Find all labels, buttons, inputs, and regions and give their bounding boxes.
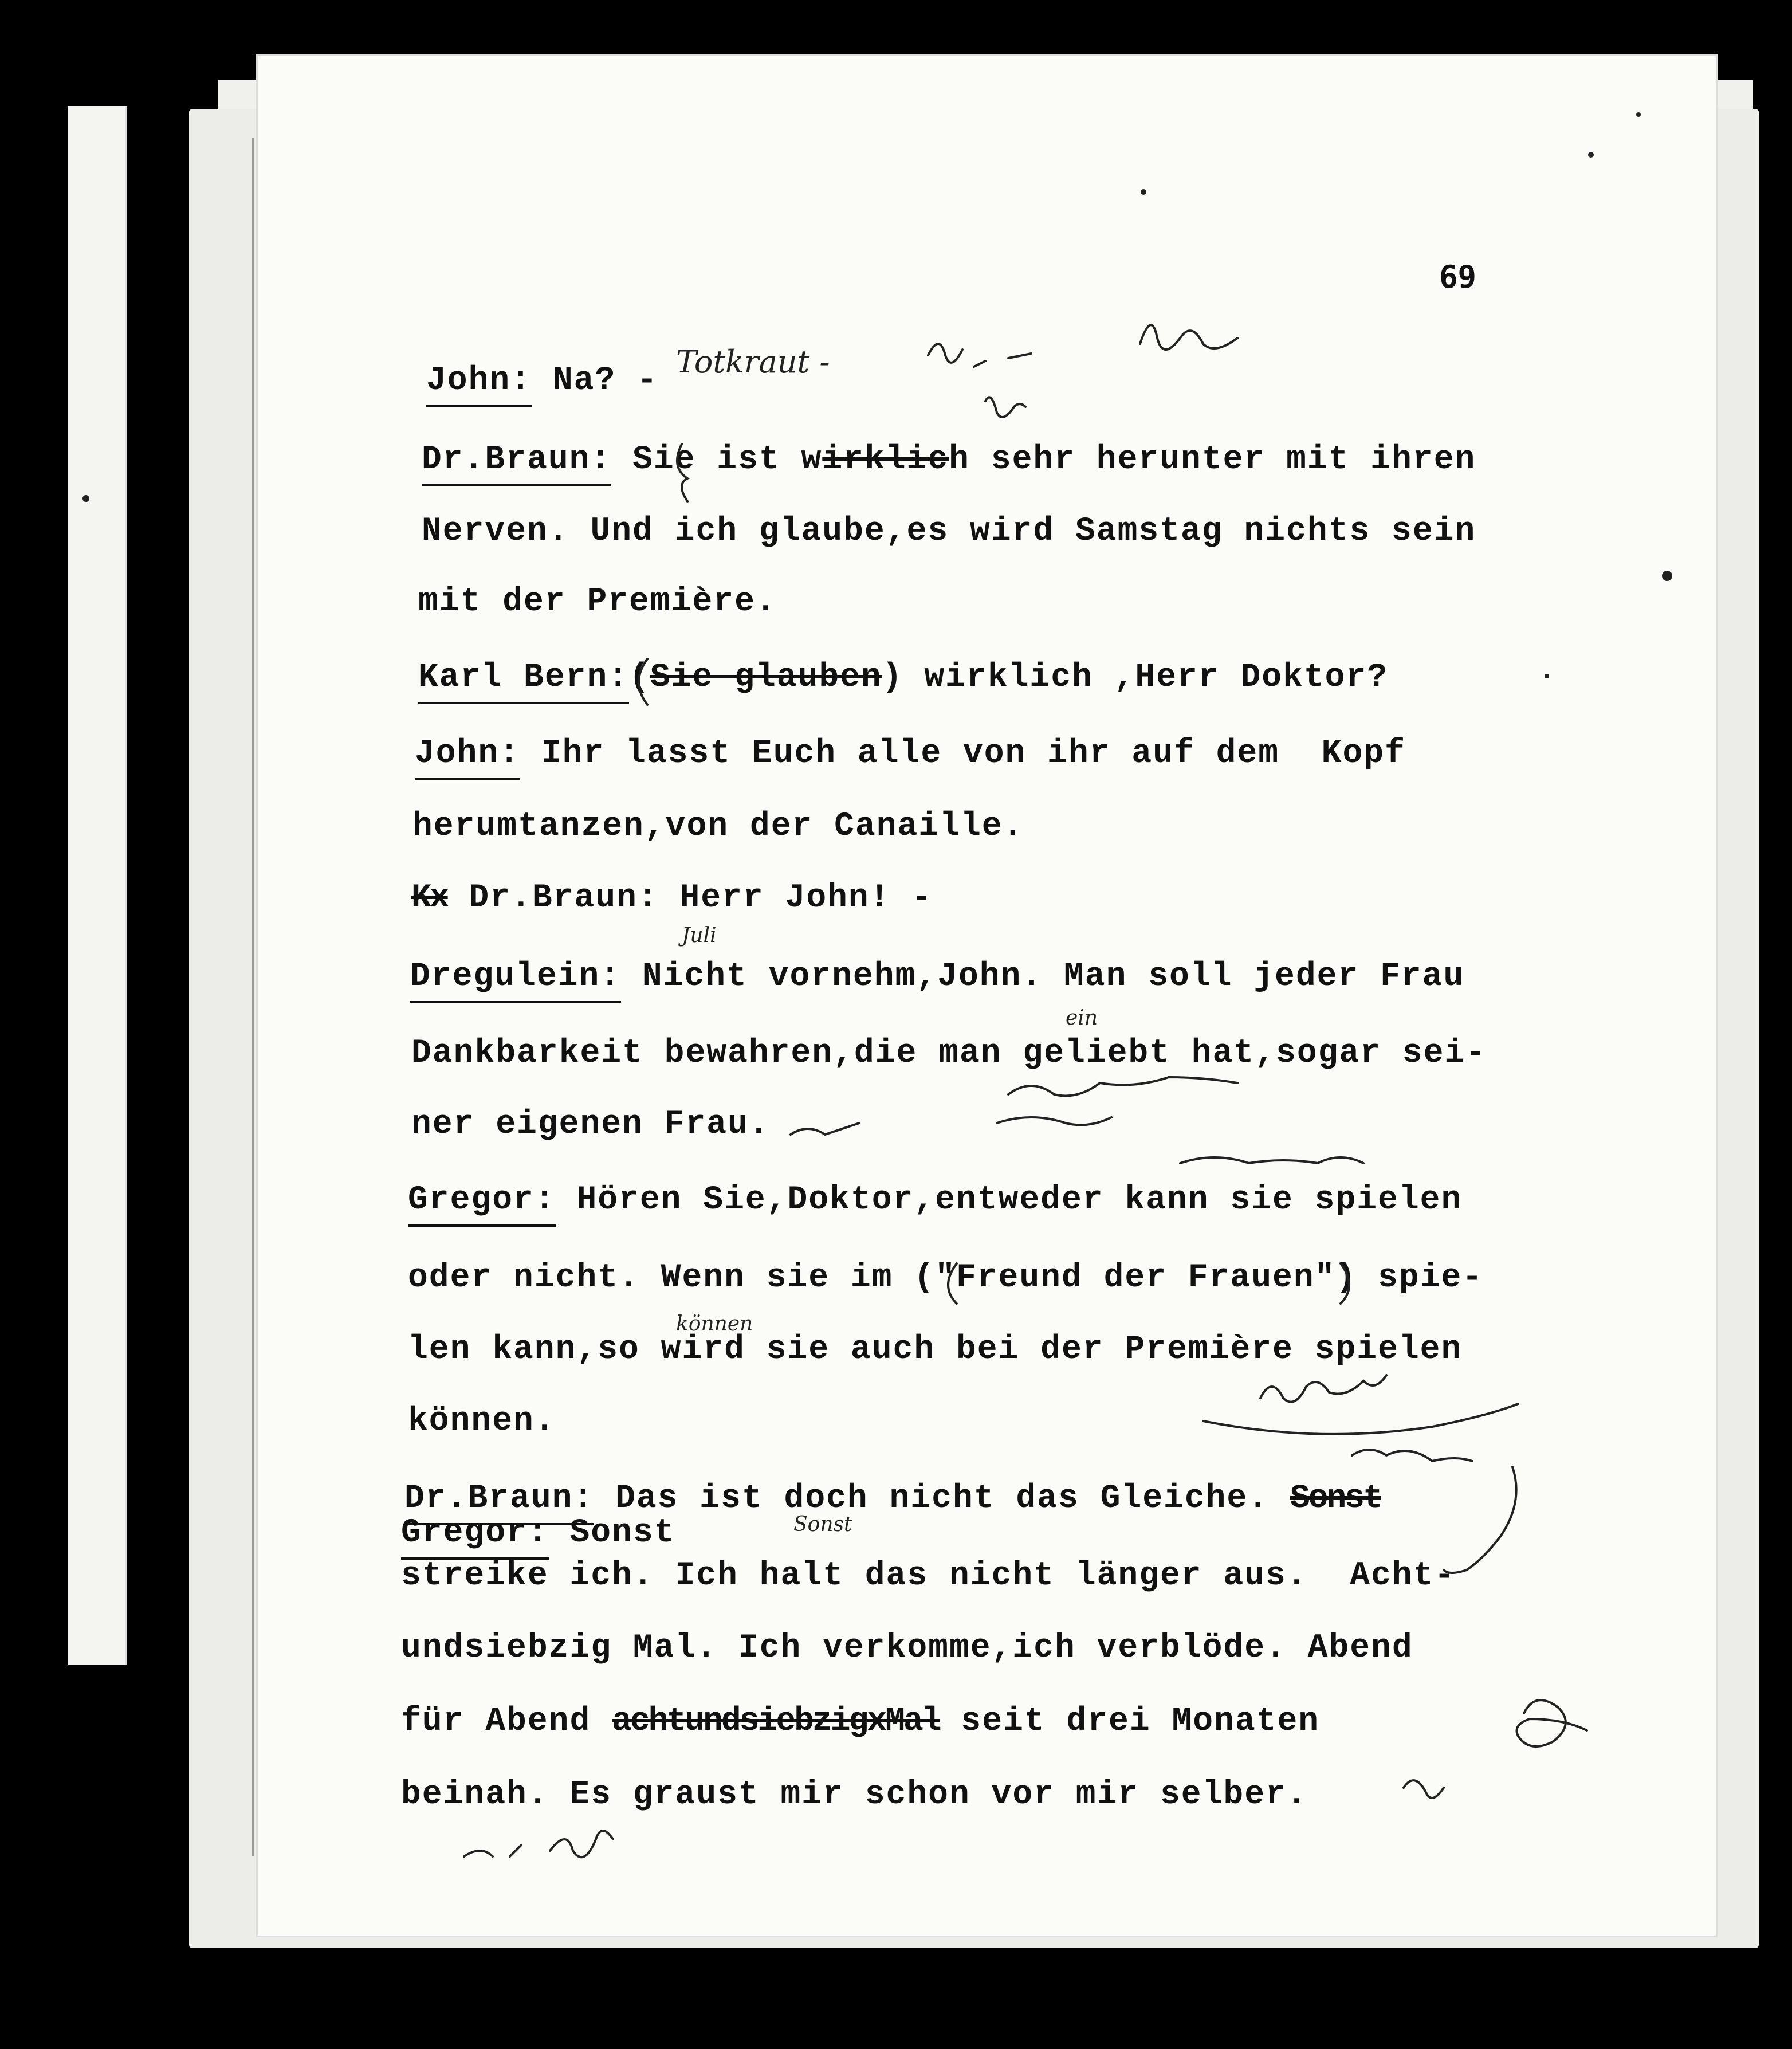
dialogue-text: ( bbox=[629, 659, 650, 696]
dialogue-text: seit drei Monaten bbox=[940, 1703, 1320, 1740]
dialogue-text: Sie ist w bbox=[611, 441, 823, 478]
script-line bbox=[426, 362, 658, 407]
handwritten-annotation: ein bbox=[1066, 1006, 1098, 1030]
dialogue-text: oder nicht. Wenn sie im ("Freund der Frauen") spie- bbox=[408, 1259, 1484, 1297]
script-line bbox=[408, 1181, 1462, 1227]
binding-edge bbox=[252, 138, 254, 1856]
script-line bbox=[401, 1557, 1455, 1595]
script-line bbox=[401, 1630, 1413, 1667]
dialogue-text: Dankbarkeit bewahren,die man geliebt hat,sogar sei- bbox=[411, 1035, 1487, 1072]
script-line bbox=[418, 583, 777, 621]
adjacent-sheet-edge bbox=[68, 106, 127, 1665]
dialogue-text: Na? - bbox=[532, 362, 658, 399]
script-line bbox=[411, 1106, 770, 1143]
speaker-name: Dr.Braun: bbox=[404, 1480, 594, 1525]
dialogue-text: undsiebzig Mal. Ich verkomme,ich verblöde. Abend bbox=[401, 1630, 1413, 1667]
script-line bbox=[418, 659, 1388, 704]
dialogue-text: beinah. Es graust mir schon vor mir selber. bbox=[401, 1776, 1308, 1814]
struck-text: Sie glauben bbox=[650, 659, 882, 696]
dialogue-text: ) wirklich ,Herr Doktor? bbox=[882, 659, 1389, 696]
handwritten-annotation: Sonst bbox=[793, 1513, 852, 1536]
dialogue-text: für Abend bbox=[401, 1703, 612, 1740]
script-line bbox=[401, 1776, 1308, 1814]
dialogue-text: len kann,so wird sie auch bei der Première spielen bbox=[408, 1331, 1463, 1368]
speaker-name: John: bbox=[415, 735, 520, 780]
dialogue-text: ner eigenen Frau. bbox=[411, 1106, 770, 1143]
speaker-name: Gregor: bbox=[408, 1181, 556, 1227]
script-line bbox=[408, 1331, 1462, 1368]
struck-text: achtundsiebzigxMal bbox=[612, 1703, 940, 1740]
speaker-name: John: bbox=[426, 362, 532, 407]
script-line bbox=[410, 958, 1464, 1003]
struck-text: Kx bbox=[411, 880, 448, 917]
dialogue-text: Das ist doch nicht das Gleiche. bbox=[594, 1480, 1290, 1517]
script-line bbox=[412, 808, 1024, 845]
dialogue-text: Nicht vornehm,John. Man soll jeder Frau bbox=[621, 958, 1465, 995]
dialogue-text: Sonst bbox=[548, 1514, 675, 1552]
page-number: 69 bbox=[1439, 259, 1477, 295]
script-line bbox=[415, 735, 1406, 780]
script-line bbox=[408, 1259, 1483, 1297]
speaker-name: Gregor: bbox=[401, 1514, 549, 1560]
script-line bbox=[401, 1703, 1319, 1740]
struck-text: irklic bbox=[822, 441, 949, 478]
dialogue-text: Ihr lasst Euch alle von ihr auf dem Kopf bbox=[520, 735, 1406, 772]
script-line bbox=[401, 1514, 675, 1560]
script-line bbox=[411, 880, 933, 917]
handwritten-annotation: können bbox=[676, 1312, 753, 1336]
dialogue-text: können. bbox=[408, 1403, 556, 1440]
script-line bbox=[422, 513, 1476, 550]
speaker-name: Karl Bern: bbox=[418, 659, 629, 704]
dialogue-text: Hören Sie,Doktor,entweder kann sie spielen bbox=[555, 1181, 1463, 1219]
dialogue-text: Dr.Braun: Herr John! - bbox=[447, 880, 933, 917]
script-line bbox=[411, 1035, 1487, 1072]
struck-text: Sonst bbox=[1290, 1480, 1381, 1517]
dialogue-text: mit der Première. bbox=[418, 583, 777, 621]
handwritten-annotation: Juli bbox=[682, 924, 717, 947]
script-line bbox=[408, 1403, 556, 1440]
speaker-name: Dregulein: bbox=[410, 958, 621, 1003]
speaker-name: Dr.Braun: bbox=[422, 441, 611, 486]
dialogue-text: herumtanzen,von der Canaille. bbox=[412, 808, 1024, 845]
dialogue-text: Nerven. Und ich glaube,es wird Samstag nichts sein bbox=[422, 513, 1476, 550]
dialogue-text: streike ich. Ich halt das nicht länger aus. Acht- bbox=[401, 1557, 1456, 1595]
handwritten-annotation: Totkraut - bbox=[676, 344, 830, 380]
script-line bbox=[422, 441, 1476, 486]
dialogue-text: h sehr herunter mit ihren bbox=[949, 441, 1476, 478]
